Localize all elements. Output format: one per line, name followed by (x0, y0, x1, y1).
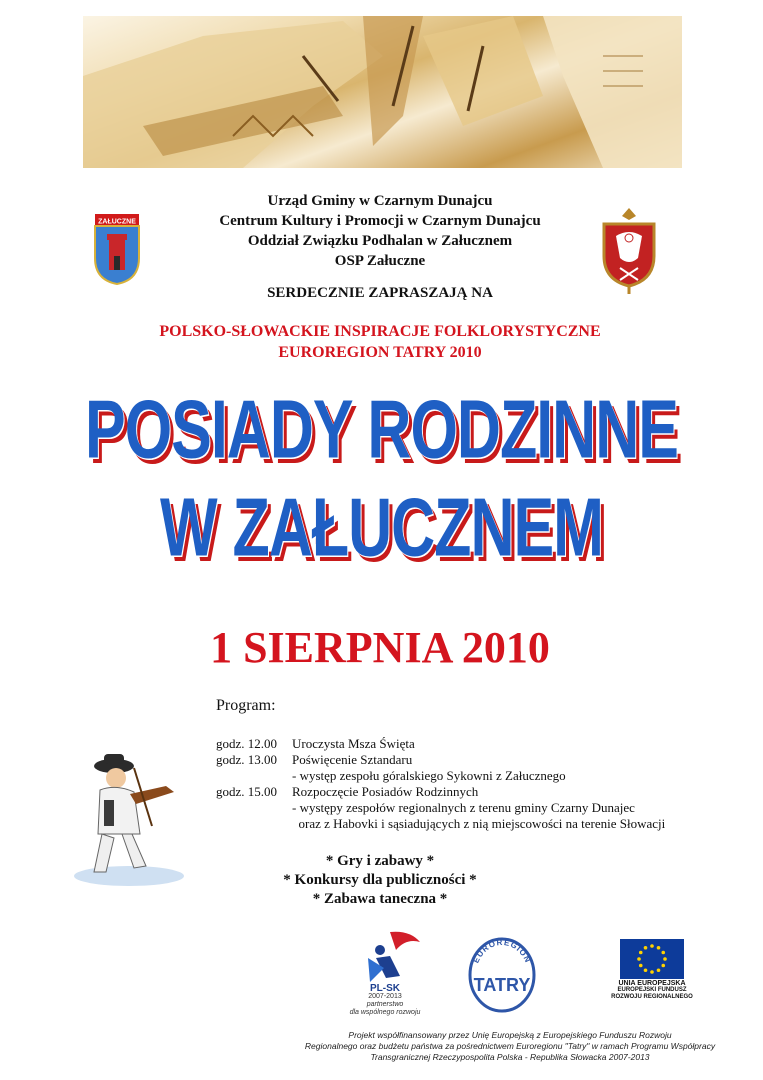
eu-text-line: ROZWOJU REGIONALNEGO (611, 994, 693, 1000)
plsk-tagline-line: dla wspólnego rozwoju (349, 1009, 421, 1016)
zaluczne-coat-of-arms (91, 210, 143, 286)
plsk-caption (340, 985, 430, 1017)
eu-text-line: UNIA EUROPEJSKA (618, 980, 686, 987)
eu-star-icon (639, 964, 643, 968)
eu-star-icon (650, 970, 654, 974)
carved-wood-illustration (83, 16, 682, 168)
schedule-desc: Rozpoczęcie Posiadów Rodzinnych (292, 784, 479, 799)
eu-star-icon (657, 946, 661, 950)
event-subtitle-line: POLSKO-SŁOWACKIE INSPIRACJE FOLKLORYSTYCZNE (159, 323, 601, 340)
organizers-block (150, 191, 610, 271)
schedule-row (216, 768, 665, 784)
plsk-years: 2007-2013 (368, 993, 402, 1000)
attraction-line: * Zabawa taneczna * (312, 891, 448, 907)
schedule-row (216, 800, 665, 816)
footer-line: Projekt współfinansowany przez Unię Europejską z Europejskiego Funduszu Rozwoju (348, 1030, 672, 1040)
tatry-ring-text: EUROREGION (471, 937, 533, 965)
headline-line-2: W ZAŁUCZNEM (159, 481, 603, 574)
coat-left-label: ZAŁUCZNE (98, 218, 136, 226)
schedule-time (216, 816, 292, 832)
schedule-desc: - występ zespołu góralskiego Sykowni z Załucznego (292, 768, 566, 783)
schedule-row (216, 784, 665, 800)
event-date: 1 SIERPNIA 2010 (210, 623, 550, 672)
footer-line: Regionalnego oraz budżetu państwa za pośrednictwem Euroregionu "Tatry" w ramach Programu Współpracy (304, 1041, 716, 1051)
eu-star-icon (657, 968, 661, 972)
attraction-line: * Gry i zabawy * (325, 853, 435, 869)
program-schedule (216, 736, 665, 832)
footer-line: Transgranicznej Rzeczypospolita Polska - Republika Słowacka 2007-2013 (370, 1052, 650, 1062)
schedule-time: godz. 12.00 (216, 736, 278, 751)
eu-text-line: EUROPEJSKI FUNDUSZ (617, 987, 687, 993)
schedule-time (216, 768, 292, 784)
eu-star-icon (639, 951, 643, 955)
attraction-line: * Konkursy dla publiczności * (283, 872, 477, 888)
schedule-desc: Uroczysta Msza Święta (292, 736, 415, 751)
funding-footer (290, 1030, 730, 1063)
eu-star-icon (644, 946, 648, 950)
eu-star-icon (661, 964, 665, 968)
event-subtitle-line: EUROREGION TATRY 2010 (278, 344, 482, 361)
eu-star-icon (663, 957, 667, 961)
banner-image (83, 16, 682, 168)
plsk-tagline-line: partnerstwo (366, 1001, 404, 1008)
fiddler-illustration (74, 748, 189, 886)
schedule-time (216, 800, 292, 816)
organizer-line: Centrum Kultury i Promocji w Czarnym Dunajcu (219, 213, 541, 229)
plsk-name: PL-SK (370, 983, 400, 994)
organizer-line: Oddział Związku Podhalan w Załucznem (247, 233, 513, 249)
schedule-desc: Poświęcenie Sztandaru (292, 752, 413, 767)
schedule-desc: oraz z Habovki i sąsiadujących z nią miejscowości na terenie Słowacji (292, 816, 666, 831)
eu-star-icon (644, 968, 648, 972)
eu-star-icon (650, 944, 654, 948)
program-title: Program: (216, 697, 276, 714)
organizer-line: OSP Załuczne (334, 253, 426, 269)
eu-caption (602, 980, 702, 1001)
schedule-time: godz. 15.00 (216, 784, 278, 799)
schedule-time: godz. 13.00 (216, 752, 278, 767)
schedule-desc: - występy zespołów regionalnych z terenu gminy Czarny Dunajec (292, 800, 635, 815)
event-subtitle (80, 321, 680, 363)
schedule-row (216, 736, 665, 752)
euroregion-tatry-logo (466, 933, 538, 1013)
eu-star-icon (637, 957, 641, 961)
attractions-list (180, 852, 580, 909)
invitation-line: SERDECZNIE ZAPRASZAJĄ NA (267, 285, 493, 301)
eu-star-icon (661, 951, 665, 955)
tatry-name: TATRY (473, 975, 531, 995)
schedule-row (216, 816, 665, 832)
schedule-row (216, 752, 665, 768)
headline-line-1: POSIADY RODZINNE (85, 383, 678, 476)
organizer-line: Urząd Gminy w Czarnym Dunajcu (267, 193, 493, 209)
